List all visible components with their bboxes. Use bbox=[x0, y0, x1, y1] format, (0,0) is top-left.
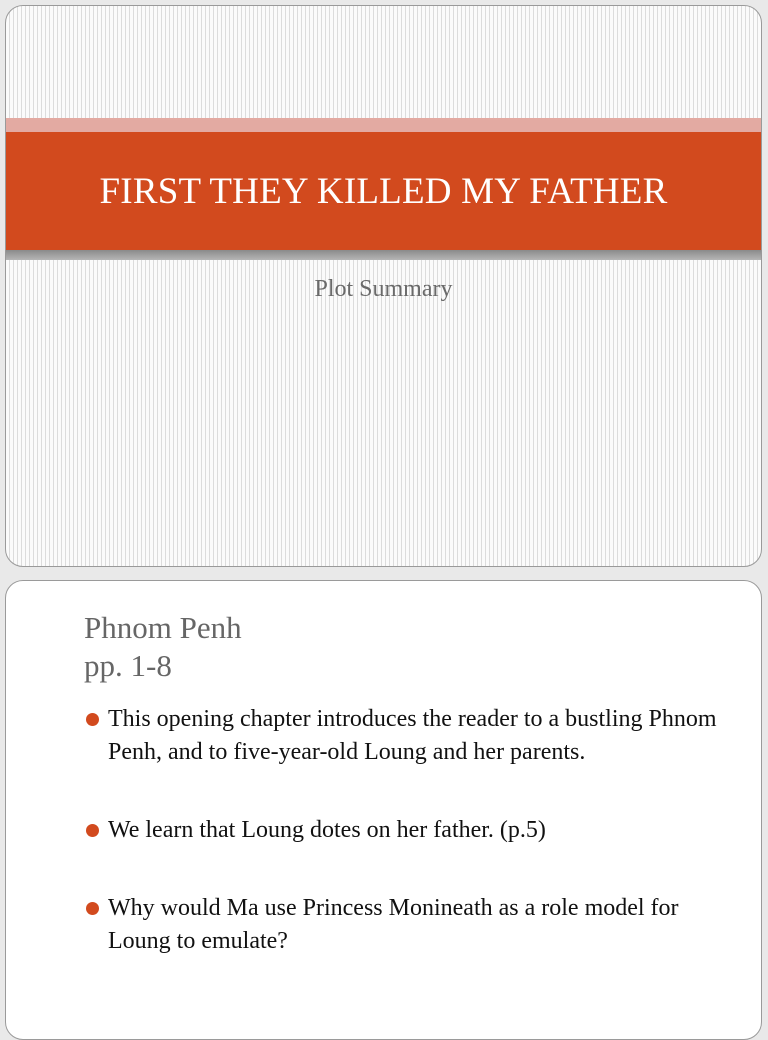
bullet-list bbox=[84, 703, 724, 958]
bullet-item bbox=[84, 892, 724, 958]
bullet-text: This opening chapter introduces the reader to a bustling Phnom Penh, and to five-year-old Loung and her parents. bbox=[108, 706, 717, 765]
bullet-text: Why would Ma use Princess Monineath as a role model for Loung to emulate? bbox=[108, 895, 679, 954]
slide-title: FIRST THEY KILLED MY FATHER bbox=[99, 170, 668, 212]
bullet-dot-icon bbox=[86, 713, 99, 726]
bullet-item bbox=[84, 703, 724, 769]
title-top-stripe bbox=[6, 118, 761, 132]
heading-line-2: pp. 1-8 bbox=[84, 648, 172, 683]
slide-heading bbox=[84, 609, 242, 685]
title-band bbox=[6, 132, 761, 250]
title-bottom-stripe bbox=[6, 250, 761, 260]
bullet-dot-icon bbox=[86, 902, 99, 915]
slide-subtitle: Plot Summary bbox=[314, 276, 453, 302]
title-slide bbox=[5, 5, 762, 567]
bullet-text: We learn that Loung dotes on her father. (p.5) bbox=[108, 817, 546, 843]
bullet-dot-icon bbox=[86, 824, 99, 837]
heading-line-1: Phnom Penh bbox=[84, 610, 242, 645]
content-slide bbox=[5, 580, 762, 1040]
bullet-item bbox=[84, 814, 724, 847]
